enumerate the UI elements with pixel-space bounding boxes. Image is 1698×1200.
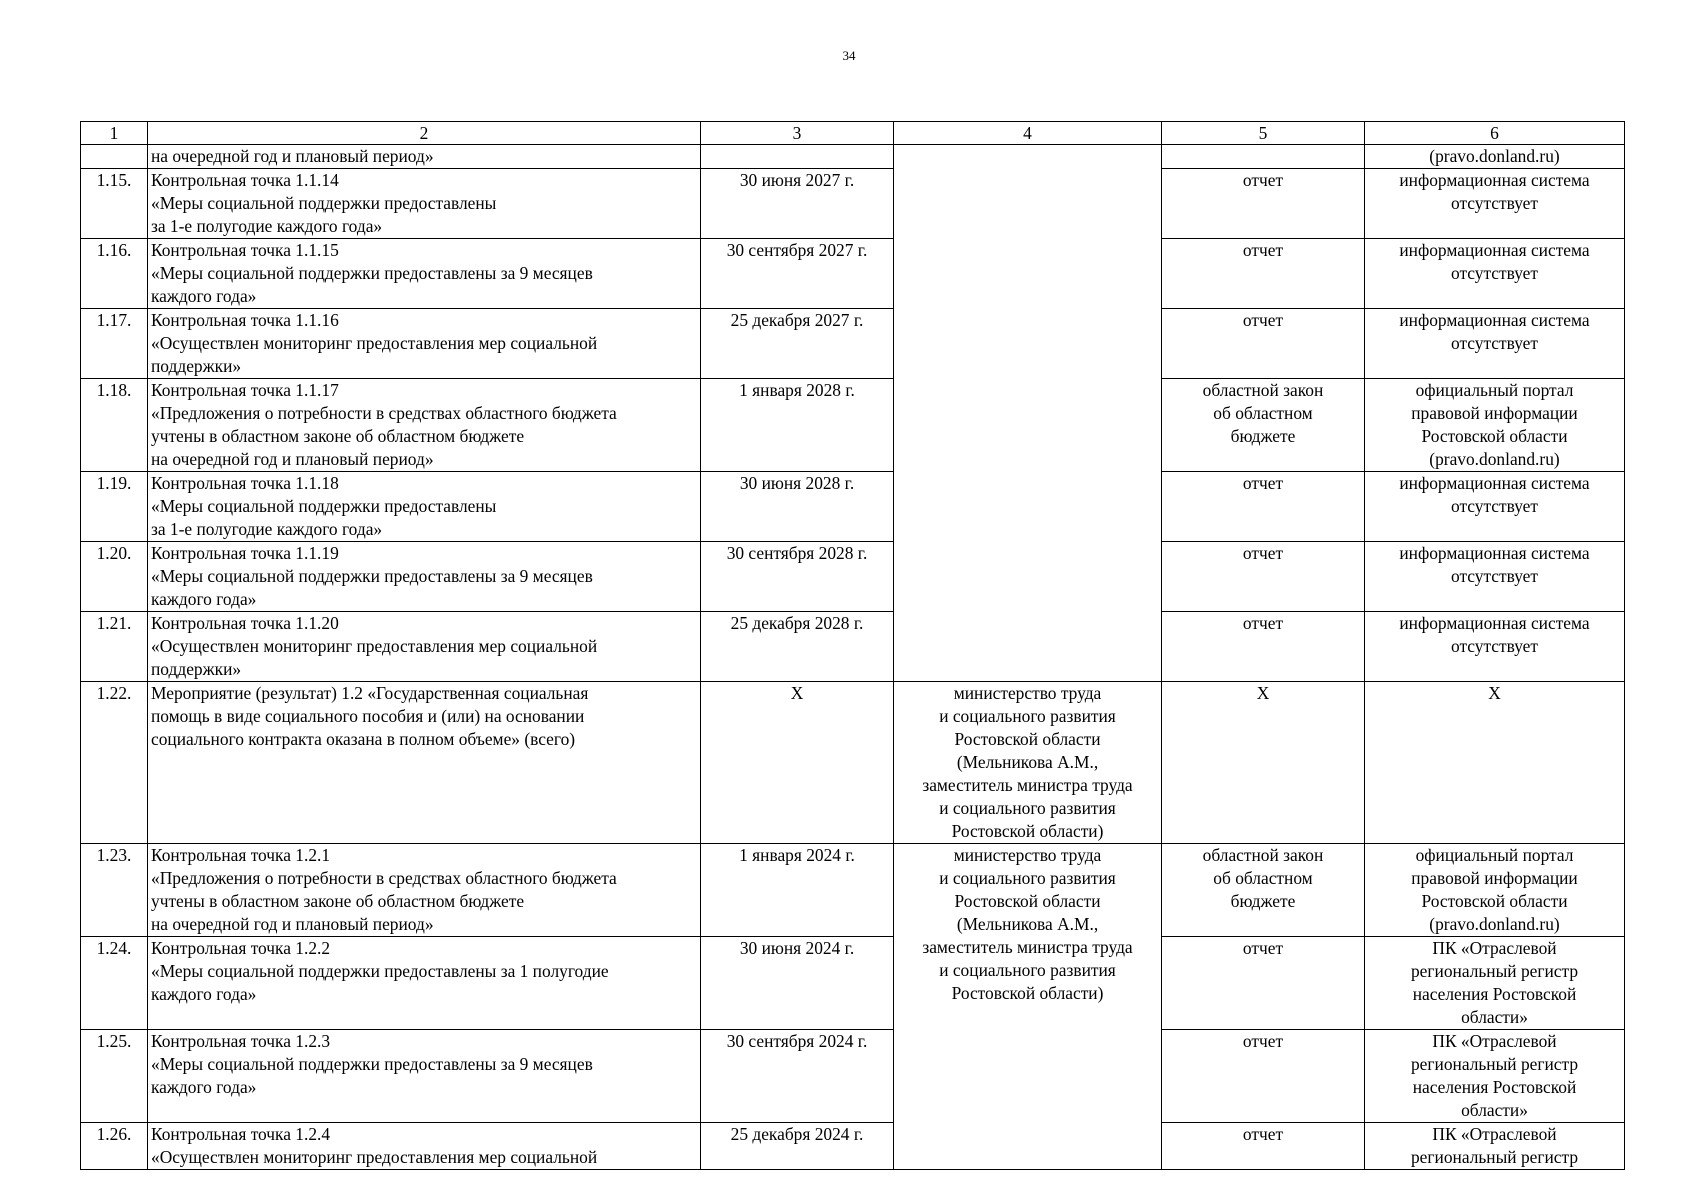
source-cell: официальный портал правовой информации Ростовской области (pravo.donland.ru) [1365,844,1625,937]
name-cell: Контрольная точка 1.2.1 «Предложения о потребности в средствах областного бюджета учтены в областном законе об областном бюджете на очередной год и плановый период» [148,844,701,937]
table-row [81,1123,1625,1170]
date-cell [701,145,894,169]
responsible-cell: министерство труда и социального развития Ростовской области (Мельникова А.М., заместитель министра труда и социального развития Ростовской области) [894,844,1162,1170]
name-cell: Контрольная точка 1.1.14 «Меры социальной поддержки предоставлены за 1-е полугодие каждого года» [148,169,701,239]
date-cell: 30 июня 2027 г. [701,169,894,239]
name-cell: Мероприятие (результат) 1.2 «Государственная социальная помощь в виде социального пособия и (или) на основании социального контракта оказана в полном объеме» (всего) [148,682,701,844]
table-row [81,239,1625,309]
document-cell: отчет [1162,1123,1365,1170]
document-cell: отчет [1162,542,1365,612]
row-number-cell: 1.16. [81,239,148,309]
row-number-cell: 1.25. [81,1030,148,1123]
source-cell: информационная система отсутствует [1365,612,1625,682]
table-row [81,379,1625,472]
name-cell: Контрольная точка 1.2.3 «Меры социальной поддержки предоставлены за 9 месяцев каждого года» [148,1030,701,1123]
name-cell: Контрольная точка 1.2.2 «Меры социальной поддержки предоставлены за 1 полугодие каждого года» [148,937,701,1030]
document-cell: отчет [1162,937,1365,1030]
column-number: 6 [1365,122,1625,145]
name-cell: Контрольная точка 1.2.4 «Осуществлен мониторинг предоставления мер социальной [148,1123,701,1170]
document-cell [1162,145,1365,169]
column-number: 3 [701,122,894,145]
name-cell: Контрольная точка 1.1.18 «Меры социальной поддержки предоставлены за 1-е полугодие каждого года» [148,472,701,542]
name-cell: на очередной год и плановый период» [148,145,701,169]
date-cell: 30 июня 2024 г. [701,937,894,1030]
column-number-row [81,122,1625,145]
column-number: 4 [894,122,1162,145]
row-number-cell: 1.26. [81,1123,148,1170]
source-cell: (pravo.donland.ru) [1365,145,1625,169]
date-cell: 25 декабря 2024 г. [701,1123,894,1170]
source-cell: информационная система отсутствует [1365,542,1625,612]
table-row [81,844,1625,937]
source-cell: ПК «Отраслевой региональный регистр [1365,1123,1625,1170]
control-points-table [80,121,1625,1170]
document-cell: отчет [1162,239,1365,309]
column-number: 2 [148,122,701,145]
document-cell: X [1162,682,1365,844]
document-cell: областной закон об областном бюджете [1162,844,1365,937]
date-cell: 30 сентября 2028 г. [701,542,894,612]
date-cell: 25 декабря 2028 г. [701,612,894,682]
source-cell: информационная система отсутствует [1365,472,1625,542]
date-cell: 1 января 2024 г. [701,844,894,937]
source-cell: информационная система отсутствует [1365,309,1625,379]
row-number-cell: 1.24. [81,937,148,1030]
date-cell: 30 сентября 2024 г. [701,1030,894,1123]
document-cell: отчет [1162,169,1365,239]
date-cell: X [701,682,894,844]
table-row [81,682,1625,844]
row-number-cell: 1.22. [81,682,148,844]
table-row [81,145,1625,169]
source-cell: информационная система отсутствует [1365,239,1625,309]
source-cell: ПК «Отраслевой региональный регистр населения Ростовской области» [1365,1030,1625,1123]
page-number: 34 [842,48,856,63]
name-cell: Контрольная точка 1.1.16 «Осуществлен мониторинг предоставления мер социальной поддержки» [148,309,701,379]
column-number: 5 [1162,122,1365,145]
table-row [81,169,1625,239]
date-cell: 30 июня 2028 г. [701,472,894,542]
document-cell: отчет [1162,309,1365,379]
document-cell: отчет [1162,612,1365,682]
table-row [81,612,1625,682]
column-number: 1 [81,122,148,145]
row-number-cell: 1.17. [81,309,148,379]
table-row [81,472,1625,542]
row-number-cell [81,145,148,169]
responsible-cell: министерство труда и социального развития Ростовской области (Мельникова А.М., заместитель министра труда и социального развития Ростовской области) [894,682,1162,844]
row-number-cell: 1.15. [81,169,148,239]
table-row [81,1030,1625,1123]
document-cell: отчет [1162,472,1365,542]
responsible-cell [894,145,1162,682]
name-cell: Контрольная точка 1.1.17 «Предложения о потребности в средствах областного бюджета учтены в областном законе об областном бюджете на очередной год и плановый период» [148,379,701,472]
table-row [81,542,1625,612]
document-cell: отчет [1162,1030,1365,1123]
source-cell: информационная система отсутствует [1365,169,1625,239]
row-number-cell: 1.23. [81,844,148,937]
name-cell: Контрольная точка 1.1.15 «Меры социальной поддержки предоставлены за 9 месяцев каждого года» [148,239,701,309]
date-cell: 30 сентября 2027 г. [701,239,894,309]
row-number-cell: 1.20. [81,542,148,612]
row-number-cell: 1.18. [81,379,148,472]
table-row [81,309,1625,379]
source-cell: X [1365,682,1625,844]
table-row [81,937,1625,1030]
date-cell: 25 декабря 2027 г. [701,309,894,379]
document-cell: областной закон об областном бюджете [1162,379,1365,472]
date-cell: 1 января 2028 г. [701,379,894,472]
row-number-cell: 1.21. [81,612,148,682]
name-cell: Контрольная точка 1.1.19 «Меры социальной поддержки предоставлены за 9 месяцев каждого года» [148,542,701,612]
source-cell: ПК «Отраслевой региональный регистр населения Ростовской области» [1365,937,1625,1030]
name-cell: Контрольная точка 1.1.20 «Осуществлен мониторинг предоставления мер социальной поддержки» [148,612,701,682]
row-number-cell: 1.19. [81,472,148,542]
source-cell: официальный портал правовой информации Ростовской области (pravo.donland.ru) [1365,379,1625,472]
